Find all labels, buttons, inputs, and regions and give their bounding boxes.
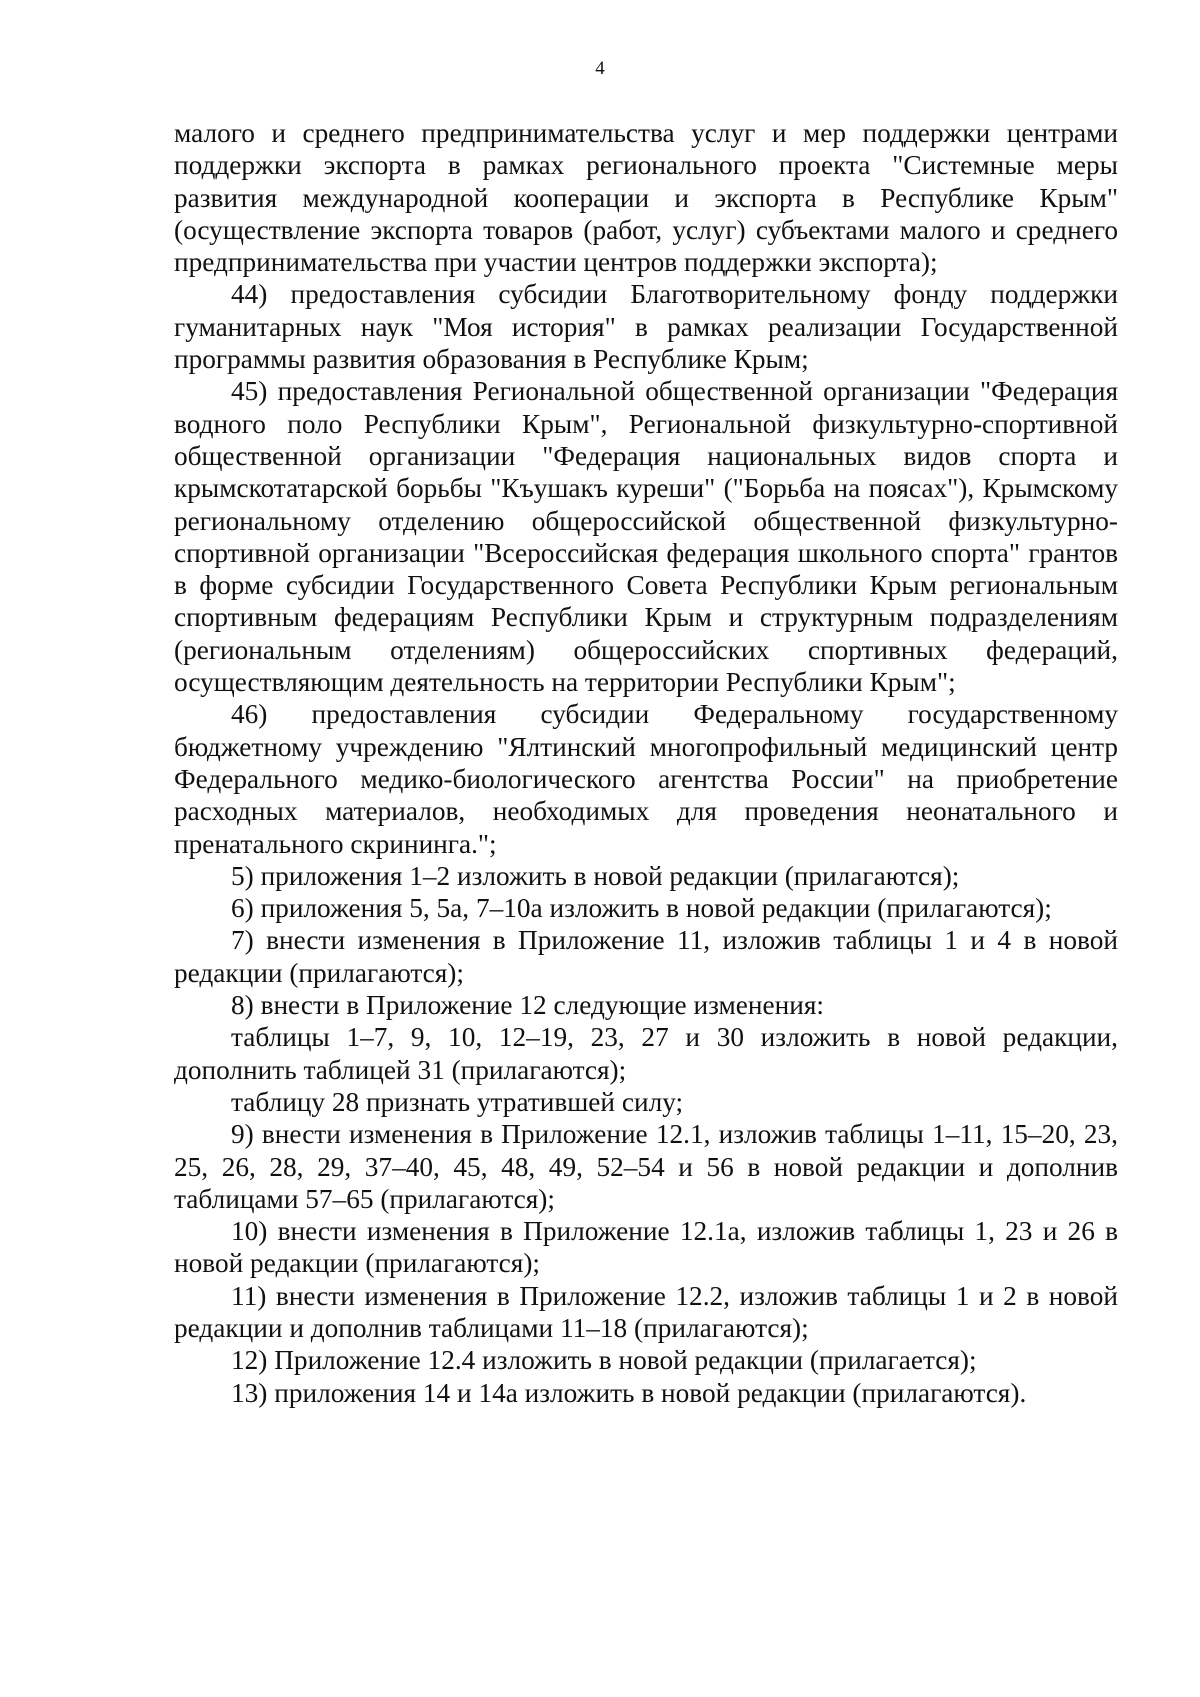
paragraph-item-13: 13) приложения 14 и 14а изложить в новой редакции (прилагаются).	[231, 1377, 1027, 1408]
page-number: 4	[595, 58, 605, 79]
paragraph-item-11: 11) внести изменения в Приложение 12.2, изложив таблицы 1 и 2 в новой редакции и дополнив таблицами 11–18 (прилагаются);	[174, 1280, 1118, 1343]
paragraph-continuation: малого и среднего предпринимательства услуг и мер поддержки центрами поддержки экспорта в рамках регионального проекта "Системные меры развития международной кооперации и экспорта в Республике Крым" (осуществление экспорта товаров (работ, услуг) субъектами малого и среднего предпринимательства при участии центров поддержки экспорта);	[174, 118, 1118, 278]
paragraph-item-8-tables: таблицы 1–7, 9, 10, 12–19, 23, 27 и 30 изложить в новой редакции, дополнить таблицей 31 (прилагаются);	[174, 1022, 1118, 1085]
document-body	[174, 117, 1118, 1409]
paragraph-item-8-table-28: таблицу 28 признать утратившей силу;	[231, 1086, 684, 1117]
paragraph-item-7: 7) внести изменения в Приложение 11, изложив таблицы 1 и 4 в новой редакции (прилагаются);	[174, 925, 1118, 988]
paragraph-item-8: 8) внести в Приложение 12 следующие изменения:	[231, 990, 824, 1021]
paragraph-item-44: 44) предоставления субсидии Благотворительному фонду поддержки гуманитарных наук "Моя история" в рамках реализации Государственной программы развития образования в Республике Крым;	[174, 279, 1118, 375]
paragraph-item-5: 5) приложения 1–2 изложить в новой редакции (прилагаются);	[231, 860, 960, 891]
paragraph-item-6: 6) приложения 5, 5а, 7–10а изложить в новой редакции (прилагаются);	[231, 893, 1052, 924]
paragraph-item-45: 45) предоставления Региональной общественной организации "Федерация водного поло Республики Крым", Региональной физкультурно-спортивной общественной организации "Федерация национальных видов спорта и крымскотатарской борьбы "Къушакъ куреши" ("Борьба на поясах"), Крымскому региональному отделению общероссийской общественной физкультурно-спортивной организации "Всероссийская федерация школьного спорта" грантов в форме субсидии Государственного Совета Республики Крым региональным спортивным федерациям Республики Крым и структурным подразделениям (региональным отделениям) общероссийских спортивных федераций, осуществляющим деятельность на территории Республики Крым";	[174, 376, 1118, 698]
paragraph-item-46: 46) предоставления субсидии Федеральному государственному бюджетному учреждению "Ялтинский многопрофильный медицинский центр Федерального медико-биологического агентства России" на приобретение расходных материалов, необходимых для проведения неонатального и пренатального скрининга.";	[174, 699, 1118, 859]
paragraph-item-9: 9) внести изменения в Приложение 12.1, изложив таблицы 1–11, 15–20, 23, 25, 26, 28, 29, 37–40, 45, 48, 49, 52–54 и 56 в новой редакции и дополнив таблицами 57–65 (прилагаются);	[174, 1119, 1118, 1214]
paragraph-item-10: 10) внести изменения в Приложение 12.1а, изложив таблицы 1, 23 и 26 в новой редакции (прилагаются);	[174, 1216, 1118, 1279]
paragraph-item-12: 12) Приложение 12.4 изложить в новой редакции (прилагается);	[231, 1345, 977, 1376]
